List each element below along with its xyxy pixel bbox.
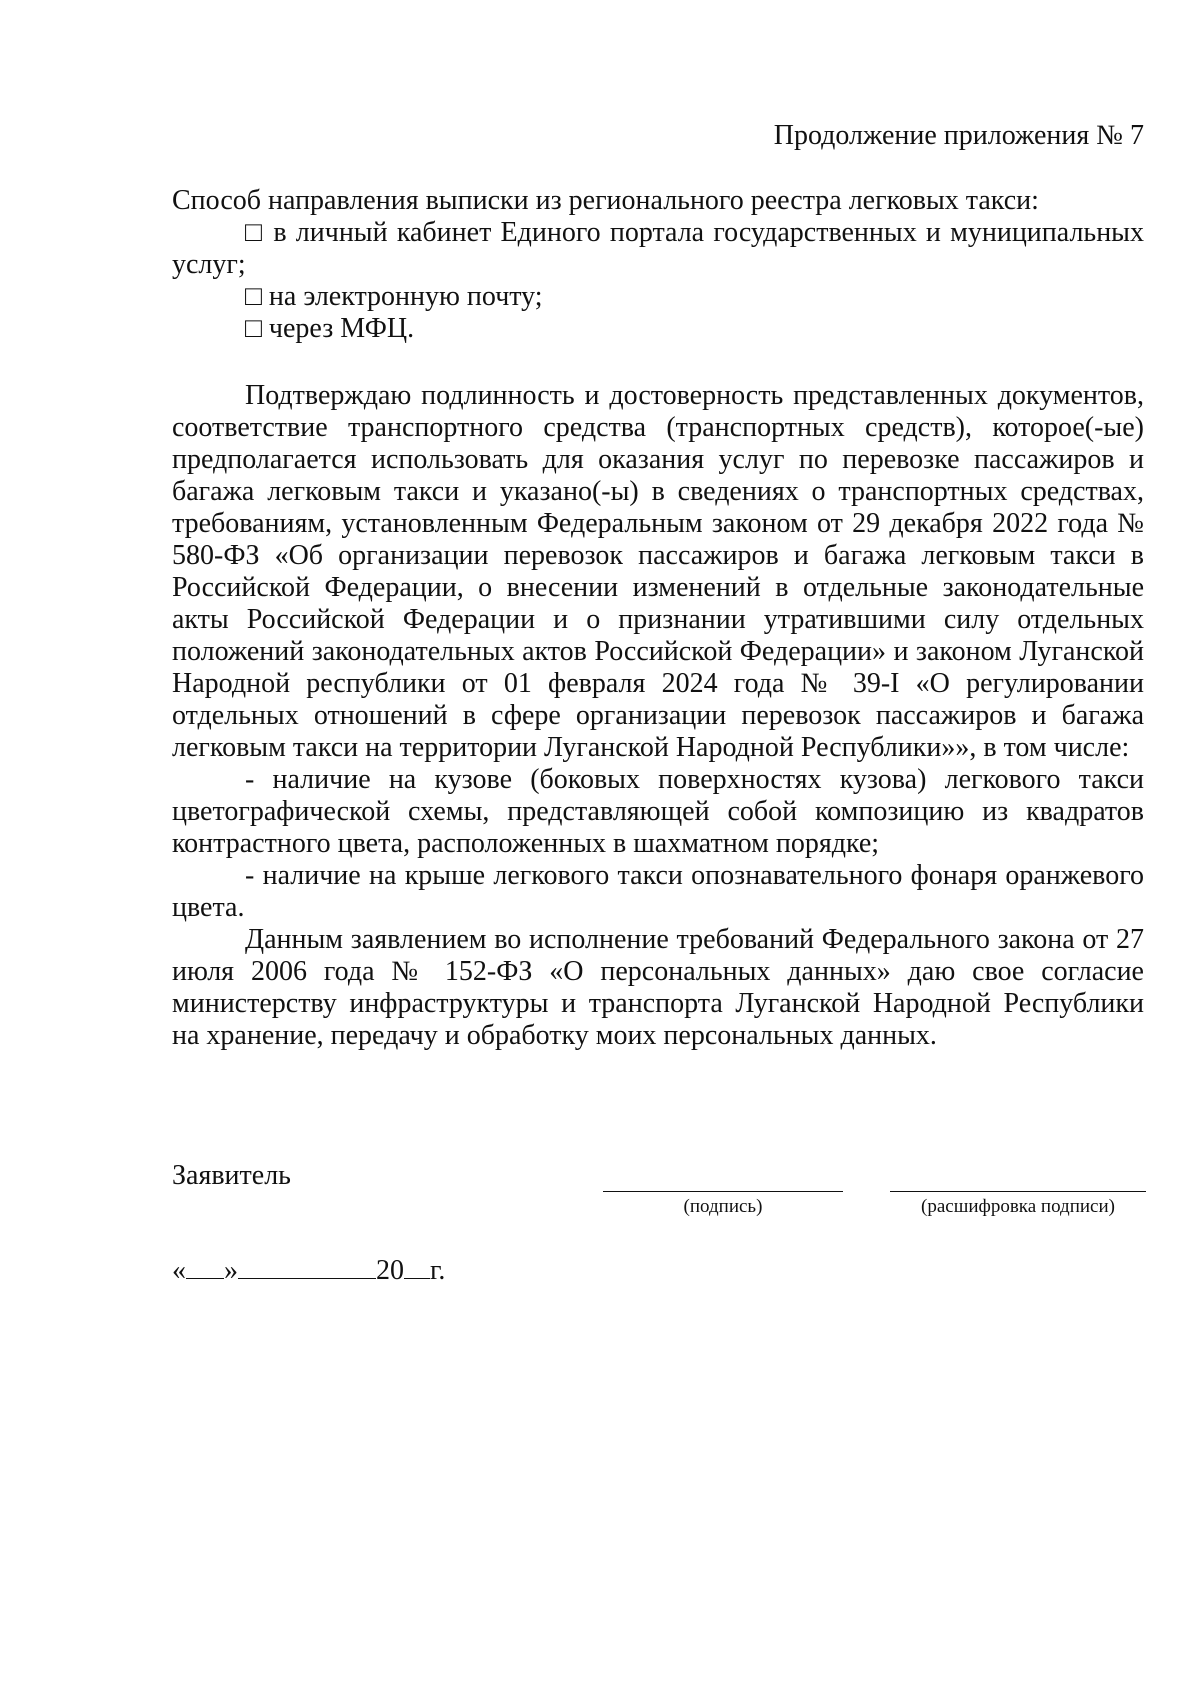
date-open-quote: «	[172, 1255, 186, 1286]
date-year-suffix: г.	[430, 1255, 446, 1286]
signature-caption: (подпись)	[683, 1196, 763, 1217]
date-field	[172, 1254, 445, 1287]
date-day-blank[interactable]	[186, 1254, 224, 1279]
requirement-item-color-scheme: - наличие на кузове (боковых поверхностях кузова) легкового такси цветографической схемы, представляющей собой композицию из квадратов контрастного цвета, расположенных в шахматном порядке;	[172, 764, 1144, 859]
delivery-option-mfc: □ через МФЦ.	[245, 313, 415, 344]
delivery-option-email: □ на электронную почту;	[245, 281, 543, 312]
delivery-method-title: Способ направления выписки из регионального реестра легковых такси:	[172, 185, 1039, 216]
delivery-option-portal: □ в личный кабинет Единого портала государственных и муниципальных услуг;	[172, 217, 1144, 280]
confirmation-section	[172, 380, 1144, 1052]
date-month-blank[interactable]	[238, 1254, 376, 1279]
signature-decryption-caption: (расшифровка подписи)	[921, 1196, 1115, 1217]
requirement-item-roof-lamp: - наличие на крыше легкового такси опознавательного фонаря оранжевого цвета.	[172, 860, 1144, 923]
date-year-blank[interactable]	[404, 1254, 430, 1279]
date-year-prefix: 20	[376, 1255, 404, 1286]
applicant-label: Заявитель	[172, 1160, 291, 1191]
confirmation-paragraph: Подтверждаю подлинность и достоверность представленных документов, соответствие транспортного средства (транспортных средств), которое(-ые) предполагается использовать для оказания услуг по перевозке пассажиров и багажа легковым такси и указано(-ы) в сведениях о транспортных средствах, требованиям, установленным Федеральным законом от 29 декабря 2022 года № 580-ФЗ «Об организации перевозок пассажиров и багажа легковым такси в Российской Федерации, о внесении изменений в отдельные законодательные акты Российской Федерации и о признании утратившими силу отдельных положений законодательных актов Российской Федерации» и законом Луганской Народной республики от 01 февраля 2024 года № 39-I «О регулировании отдельных отношений в сфере организации перевозок пассажиров и багажа легковым такси на территории Луганской Народной Республики»», в том числе:	[172, 380, 1144, 763]
signature-decryption-line[interactable]	[890, 1191, 1146, 1192]
signature-line[interactable]	[603, 1191, 843, 1192]
appendix-header: Продолжение приложения № 7	[773, 120, 1144, 151]
date-close-quote: »	[224, 1255, 238, 1286]
personal-data-consent: Данным заявлением во исполнение требований Федерального закона от 27 июля 2006 года № 152-ФЗ «О персональных данных» даю свое согласие министерству инфраструктуры и транспорта Луганской Народной Республики на хранение, передачу и обработку моих персональных данных.	[172, 924, 1144, 1051]
delivery-method-section	[172, 185, 1144, 345]
